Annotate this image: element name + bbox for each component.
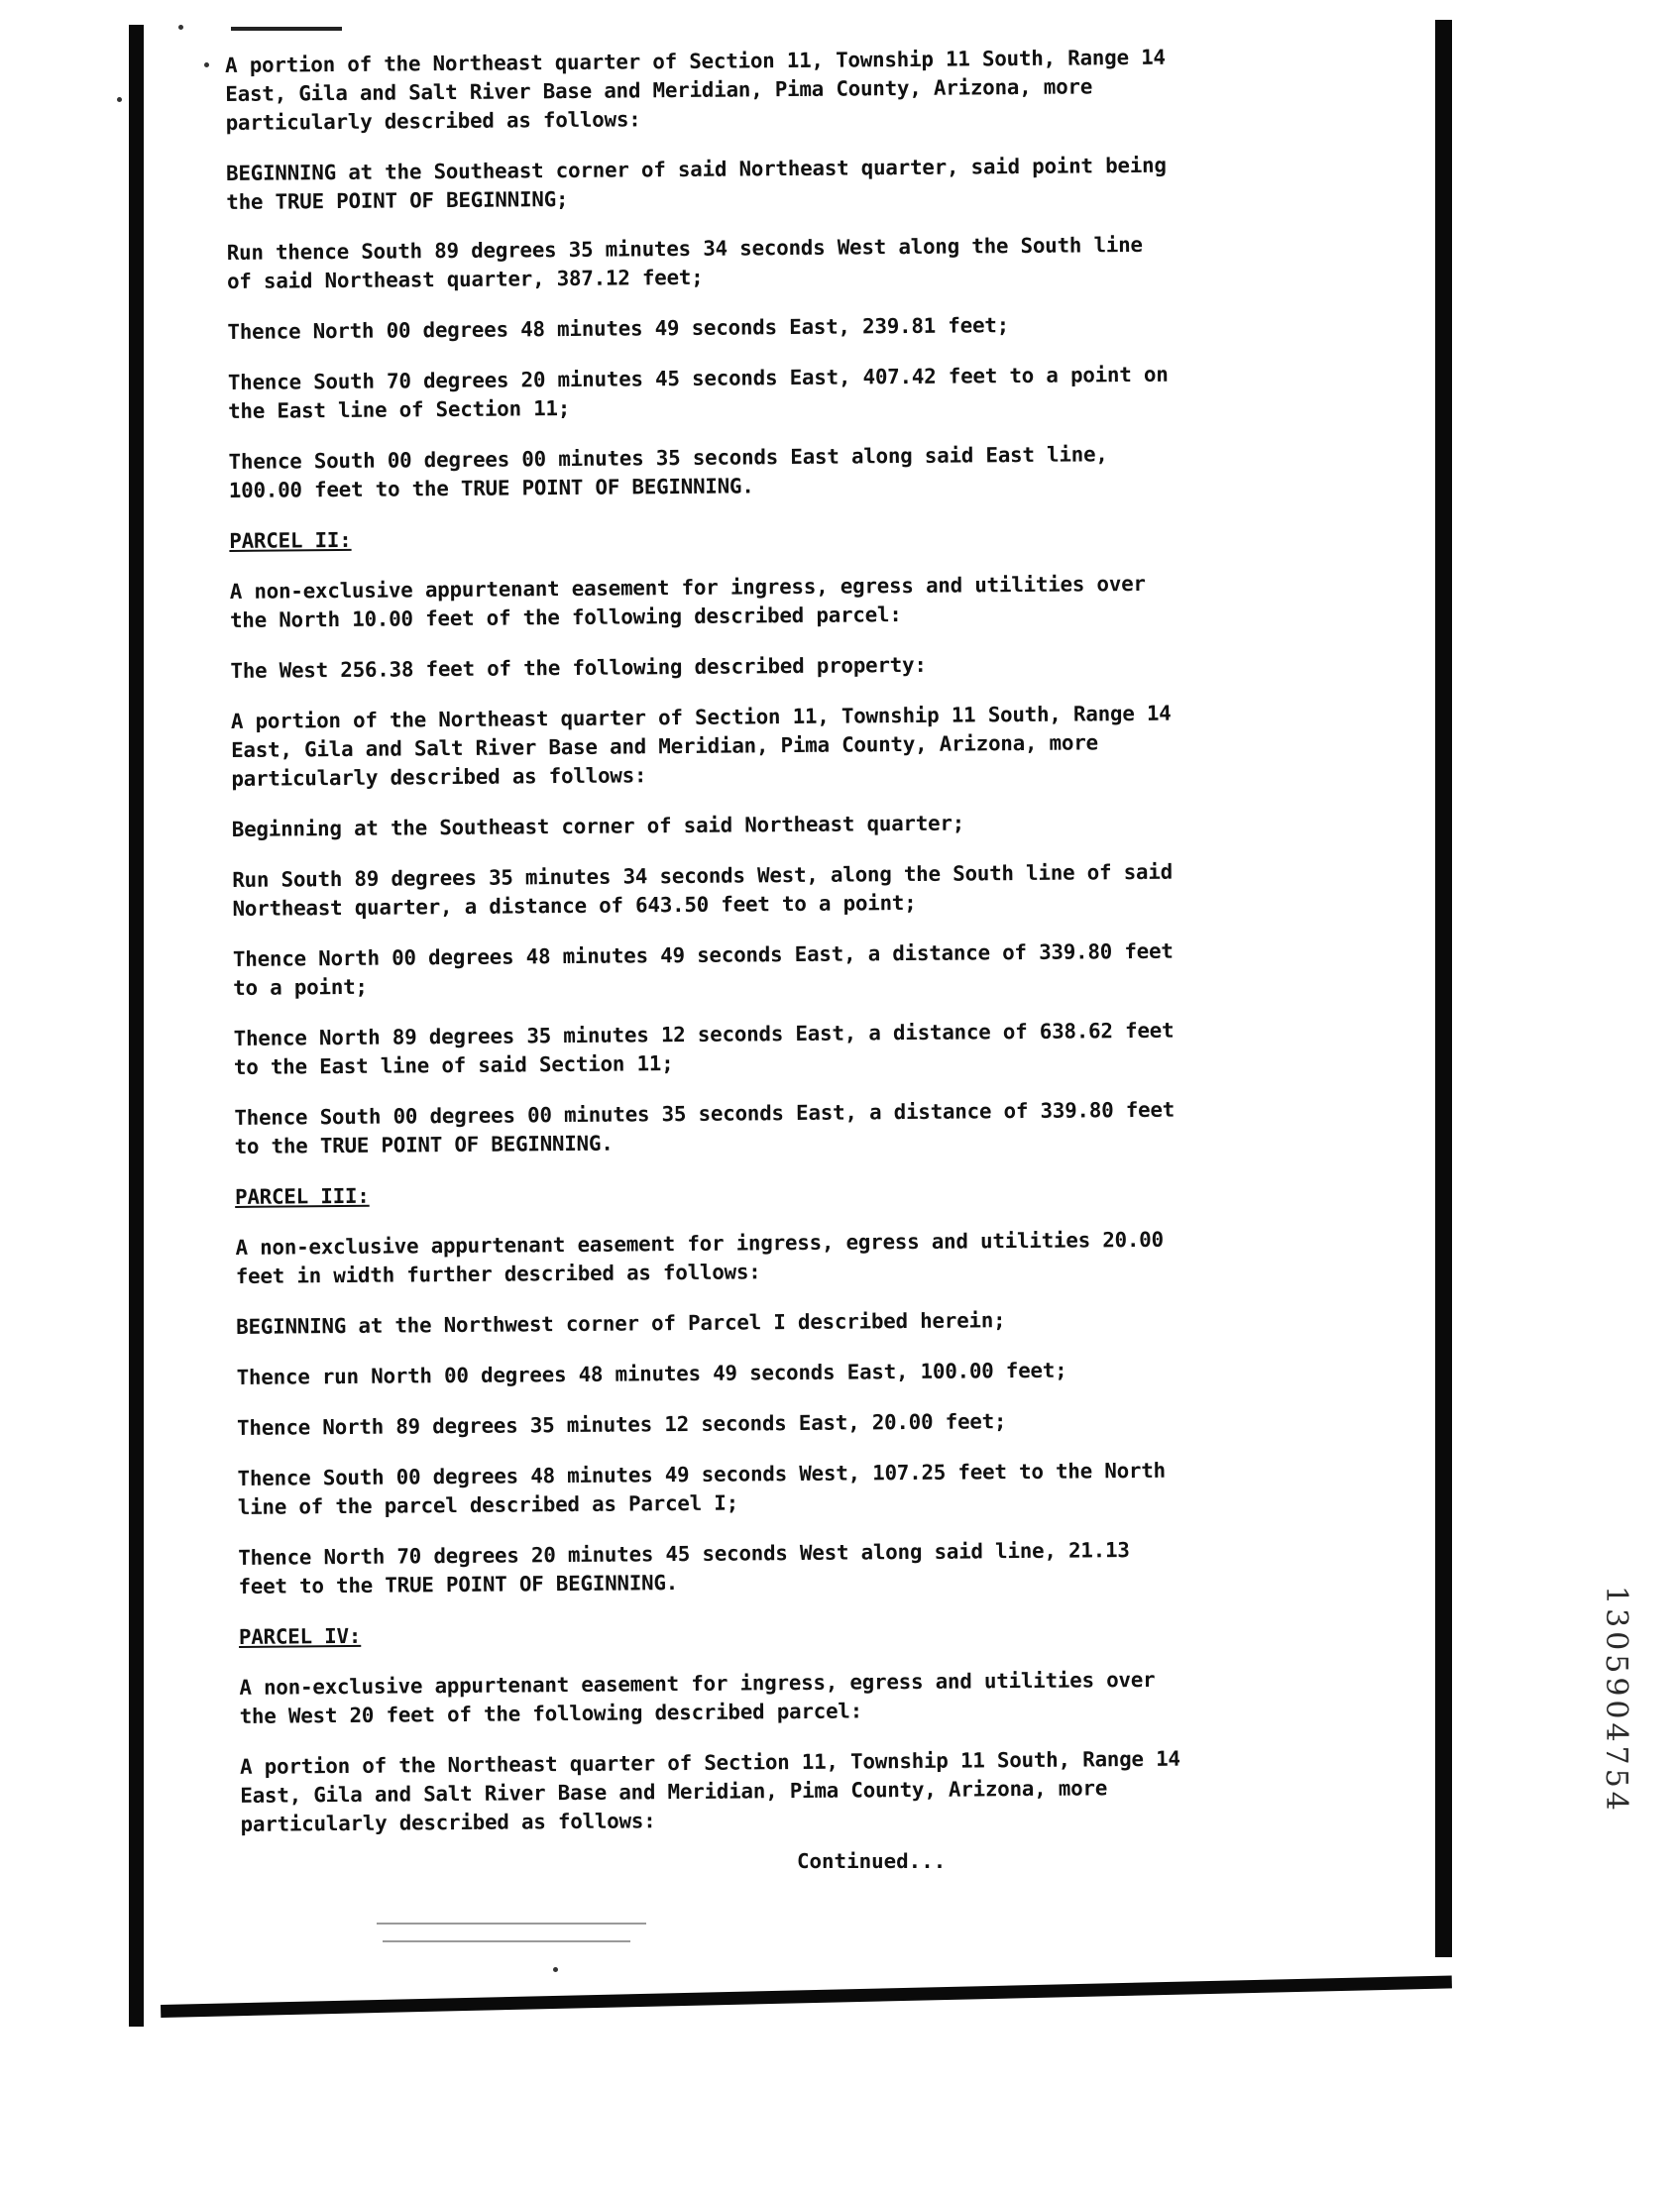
top-rule: [231, 27, 342, 31]
paragraph: A non-exclusive appurtenant easement for ingress, egress and utilities over the West 20 feet of the following described parcel:: [239, 1667, 1156, 1728]
signature-line: [383, 1940, 630, 1942]
section-heading-parcel-iv: PARCEL IV:: [238, 1623, 362, 1649]
paragraph: Thence run North 00 degrees 48 minutes 49 seconds East, 100.00 feet;: [236, 1358, 1067, 1389]
scan-speck: [178, 25, 183, 30]
scan-speck: [204, 62, 209, 67]
continued-label: Continued...: [797, 1849, 947, 1873]
paragraph: Run thence South 89 degrees 35 minutes 34 seconds West along the South line of said Northeast quarter, 387.12 feet;: [226, 232, 1143, 293]
document-id-number: 1305904754: [1599, 1586, 1633, 1815]
section-heading-parcel-ii: PARCEL II:: [229, 527, 352, 553]
paragraph: Run South 89 degrees 35 minutes 34 seconds West, along the South line of said Northeast quarter, a distance of 643.50 feet to a point;: [232, 859, 1174, 921]
paragraph: Thence North 00 degrees 48 minutes 49 seconds East, a distance of 339.80 feet to a point;: [232, 938, 1174, 1000]
scan-left-border: [129, 25, 144, 2027]
legal-description: [225, 43, 1232, 1861]
paragraph: Thence North 89 degrees 35 minutes 12 seconds East, 20.00 feet;: [237, 1409, 1007, 1440]
paragraph: Thence South 70 degrees 20 minutes 45 seconds East, 407.42 feet to a point on the East line of Section 11;: [227, 362, 1169, 423]
paragraph: Thence North 89 degrees 35 minutes 12 seconds East, a distance of 638.62 feet to the East line of said Section 11;: [233, 1018, 1175, 1079]
scan-speck: [553, 1967, 558, 1972]
paragraph: A portion of the Northeast quarter of Section 11, Township 11 South, Range 14 East, Gila and Salt River Base and Meridian, Pima County, Arizona, more particularly described as follows:: [230, 701, 1172, 791]
paragraph: Thence North 00 degrees 48 minutes 49 seconds East, 239.81 feet;: [227, 313, 1010, 344]
section-heading-parcel-iii: PARCEL III:: [234, 1183, 370, 1209]
signature-line: [377, 1923, 646, 1925]
scan-speck: [117, 97, 122, 102]
paragraph: Thence South 00 degrees 00 minutes 35 seconds East along said East line, 100.00 feet to the TRUE POINT OF BEGINNING.: [228, 442, 1108, 502]
paragraph: A non-exclusive appurtenant easement for ingress, egress and utilities over the North 10.00 feet of the following described parcel:: [229, 571, 1146, 632]
paragraph: Beginning at the Southeast corner of said Northeast quarter;: [231, 811, 965, 841]
paragraph: BEGINNING at the Northwest corner of Parcel I described herein;: [236, 1308, 1006, 1339]
scan-right-border: [1435, 20, 1452, 1957]
paragraph: Thence North 70 degrees 20 minutes 45 seconds West along said line, 21.13 feet to the TRUE POINT OF BEGINNING.: [238, 1538, 1130, 1598]
paragraph: BEGINNING at the Southeast corner of said Northeast quarter, said point being the TRUE POINT OF BEGINNING;: [225, 153, 1167, 214]
paragraph: The West 256.38 feet of the following described property:: [230, 652, 927, 683]
paragraph: Thence South 00 degrees 48 minutes 49 seconds West, 107.25 feet to the North line of the parcel described as Parcel I;: [237, 1458, 1167, 1519]
paragraph: A portion of the Northeast quarter of Section 11, Township 11 South, Range 14 East, Gila and Salt River Base and Meridian, Pima County, Arizona, more particularly described as follows:: [225, 45, 1166, 135]
paragraph: A portion of the Northeast quarter of Section 11, Township 11 South, Range 14 East, Gila and Salt River Base and Meridian, Pima County, Arizona, more particularly described as follows:: [240, 1746, 1180, 1836]
paragraph: Thence South 00 degrees 00 minutes 35 seconds East, a distance of 339.80 feet to the TRUE POINT OF BEGINNING.: [234, 1097, 1176, 1158]
paragraph: A non-exclusive appurtenant easement for ingress, egress and utilities 20.00 feet in width further described as follows:: [235, 1227, 1164, 1288]
